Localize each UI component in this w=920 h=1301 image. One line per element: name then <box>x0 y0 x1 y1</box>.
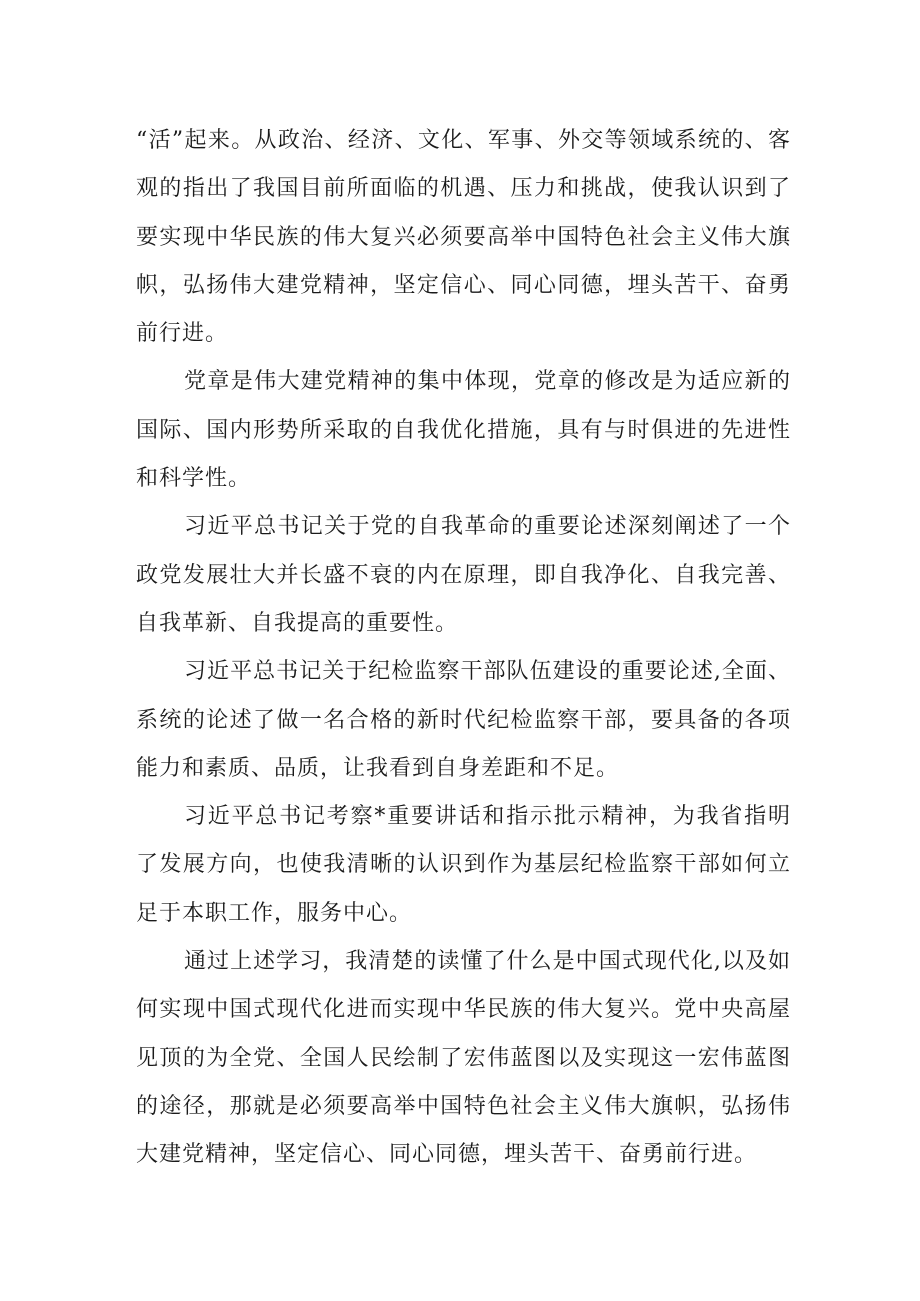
paragraph-continuation: “活”起来。从政治、经济、文化、军事、外交等领域系统的、客观的指出了我国目前所面临的机遇、压力和挑战，使我认识到了要实现中华民族的伟大复兴必须要高举中国特色社会主义伟大旗帜，弘扬伟大建党精神，坚定信心、同心同德，埋头苦干、奋勇前行进。 <box>136 128 791 347</box>
paragraph-self-revolution: 习近平总书记关于党的自我革命的重要论述深刻阐述了一个政党发展壮大并长盛不衰的内在原理，即自我净化、自我完善、自我革新、自我提高的重要性。 <box>136 514 791 636</box>
paragraph-conclusion: 通过上述学习，我清楚的读懂了什么是中国式现代化,以及如何实现中国式现代化进而实现中华民族的伟大复兴。党中央高屋见顶的为全党、全国人民绘制了宏伟蓝图以及实现这一宏伟蓝图的途径，那就是必须要高举中国特色社会主义伟大旗帜，弘扬伟大建党精神，坚定信心、同心同德，埋头苦干、奋勇前行进。 <box>136 949 791 1168</box>
paragraph-discipline-inspection-team: 习近平总书记关于纪检监察干部队伍建设的重要论述,全面、系统的论述了做一名合格的新时代纪检监察干部，要具备的各项能力和素质、品质，让我看到自身差距和不足。 <box>136 659 791 781</box>
paragraph-party-constitution: 党章是伟大建党精神的集中体现，党章的修改是为适应新的国际、国内形势所采取的自我优化措施，具有与时俱进的先进性和科学性。 <box>136 369 791 492</box>
document-body <box>136 117 791 1180</box>
paragraph-inspection-speech: 习近平总书记考察*重要讲话和指示批示精神，为我省指明了发展方向，也使我清晰的认识到作为基层纪检监察干部如何立足于本职工作，服务中心。 <box>136 804 791 926</box>
